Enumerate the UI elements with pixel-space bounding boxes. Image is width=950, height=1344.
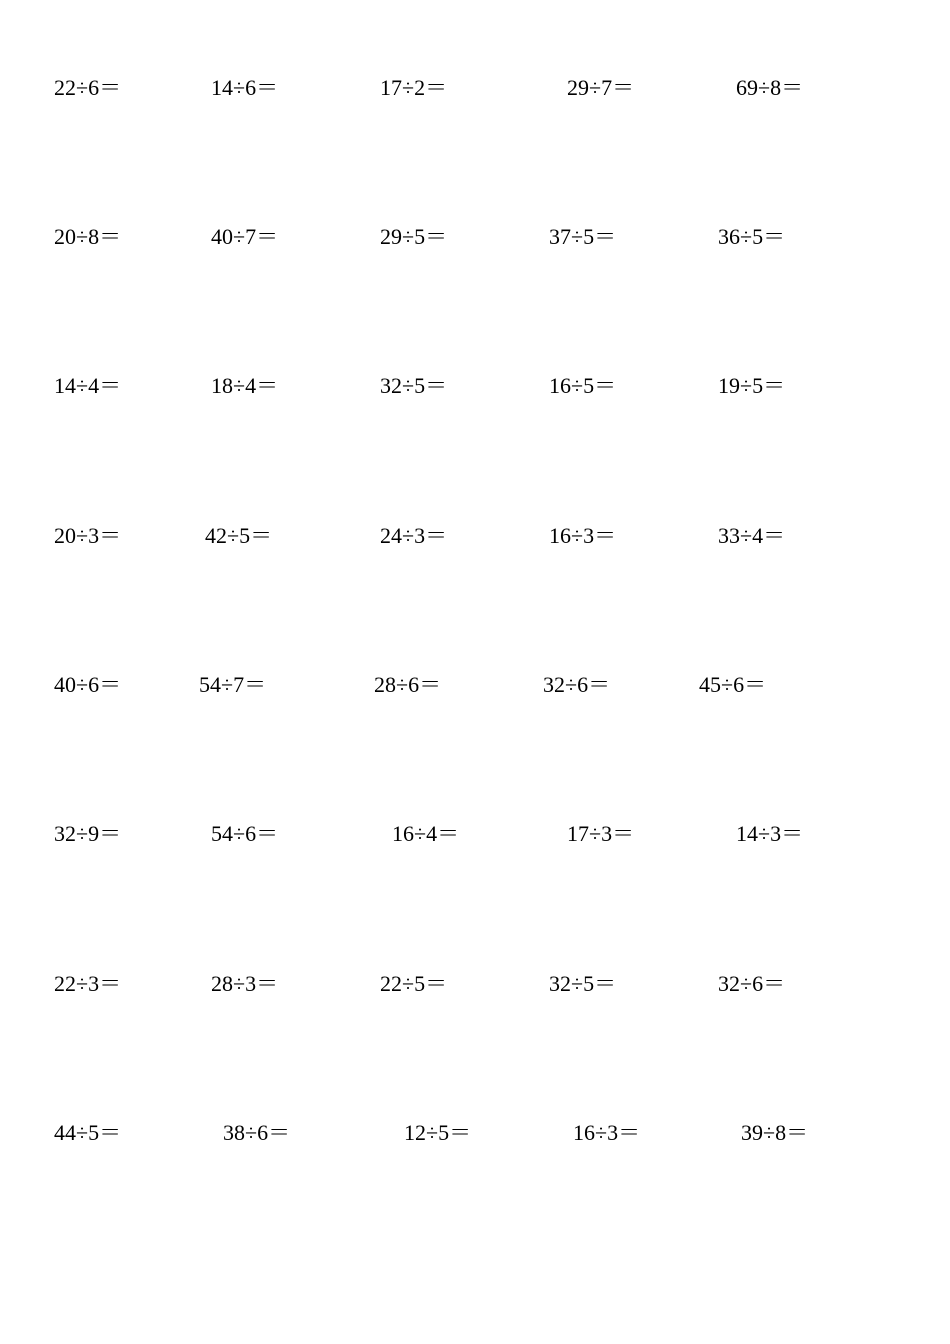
problem-r3-c2: 18÷4＝: [211, 373, 279, 398]
problem-r5-c2: 54÷7＝: [199, 672, 267, 697]
problem-r8-c3: 12÷5＝: [404, 1120, 472, 1145]
problem-r7-c5: 32÷6＝: [718, 971, 786, 996]
problem-r8-c4: 16÷3＝: [573, 1120, 641, 1145]
problem-r6-c4: 17÷3＝: [567, 821, 635, 846]
problem-r4-c5: 33÷4＝: [718, 523, 786, 548]
problem-r8-c1: 44÷5＝: [54, 1120, 122, 1145]
problem-r2-c4: 37÷5＝: [549, 224, 617, 249]
problem-r5-c4: 32÷6＝: [543, 672, 611, 697]
problem-r4-c2: 42÷5＝: [205, 523, 273, 548]
problem-r7-c3: 22÷5＝: [380, 971, 448, 996]
problem-r2-c2: 40÷7＝: [211, 224, 279, 249]
problem-r5-c1: 40÷6＝: [54, 672, 122, 697]
problem-r1-c3: 17÷2＝: [380, 75, 448, 100]
problem-r7-c2: 28÷3＝: [211, 971, 279, 996]
problem-r6-c3: 16÷4＝: [392, 821, 460, 846]
problem-r1-c5: 69÷8＝: [736, 75, 804, 100]
problem-r7-c1: 22÷3＝: [54, 971, 122, 996]
problem-r3-c4: 16÷5＝: [549, 373, 617, 398]
problem-r5-c5: 45÷6＝: [699, 672, 767, 697]
problem-r1-c4: 29÷7＝: [567, 75, 635, 100]
problem-r6-c1: 32÷9＝: [54, 821, 122, 846]
problem-r1-c1: 22÷6＝: [54, 75, 122, 100]
problem-r8-c5: 39÷8＝: [741, 1120, 809, 1145]
problem-r4-c3: 24÷3＝: [380, 523, 448, 548]
problem-r5-c3: 28÷6＝: [374, 672, 442, 697]
problem-r6-c2: 54÷6＝: [211, 821, 279, 846]
problem-r8-c2: 38÷6＝: [223, 1120, 291, 1145]
problem-r6-c5: 14÷3＝: [736, 821, 804, 846]
problem-r4-c4: 16÷3＝: [549, 523, 617, 548]
problem-r2-c3: 29÷5＝: [380, 224, 448, 249]
problem-r2-c1: 20÷8＝: [54, 224, 122, 249]
problem-r3-c3: 32÷5＝: [380, 373, 448, 398]
problem-r4-c1: 20÷3＝: [54, 523, 122, 548]
problem-r7-c4: 32÷5＝: [549, 971, 617, 996]
problem-r3-c1: 14÷4＝: [54, 373, 122, 398]
problem-r3-c5: 19÷5＝: [718, 373, 786, 398]
problem-r1-c2: 14÷6＝: [211, 75, 279, 100]
problem-r2-c5: 36÷5＝: [718, 224, 786, 249]
